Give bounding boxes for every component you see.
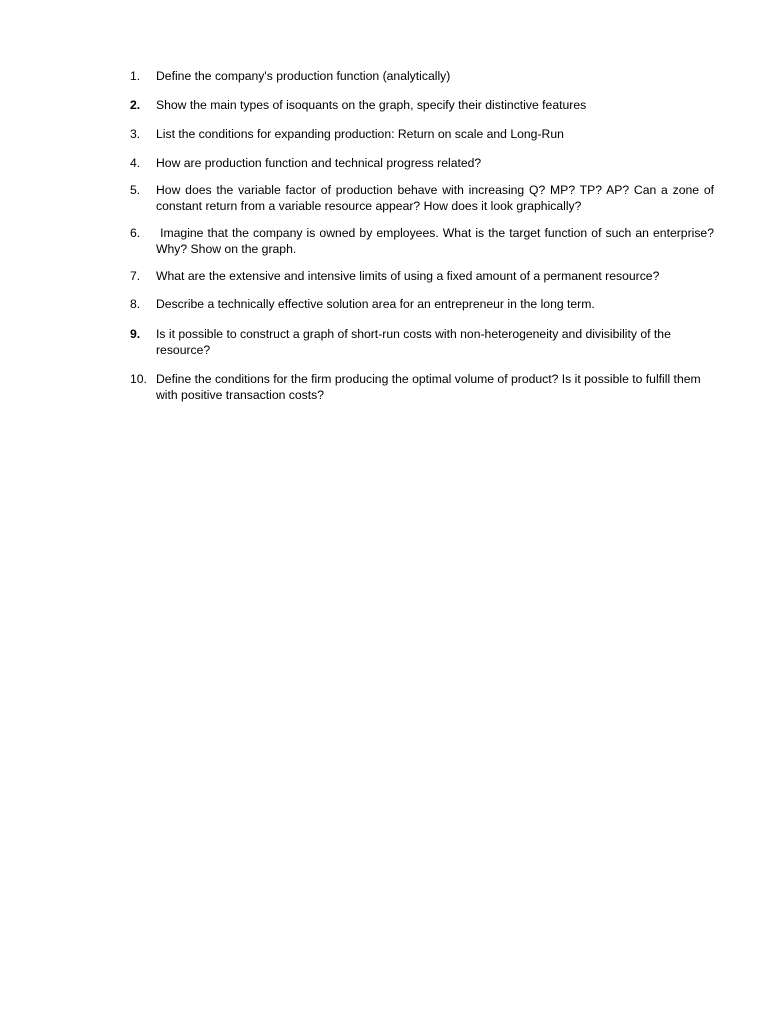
question-number: 6. [130, 226, 141, 240]
question-text: Imagine that the company is owned by employees. What is the target function of such an enterprise? Why? Show on the graph. [156, 226, 718, 256]
question-number: 3. [130, 127, 141, 141]
question-list [130, 68, 718, 403]
question-item-5 [130, 182, 714, 214]
question-item-4 [130, 155, 714, 171]
question-item-10 [130, 371, 714, 403]
question-text: Is it possible to construct a graph of short-run costs with non-heterogeneity and divisibility of the resource? [156, 327, 671, 357]
question-item-8 [130, 296, 714, 312]
question-number: 5. [130, 183, 141, 197]
question-item-7 [130, 268, 714, 284]
question-item-3 [130, 126, 714, 142]
question-number: 4. [130, 156, 141, 170]
question-item-9 [130, 326, 714, 358]
question-number: 9. [130, 327, 141, 341]
question-item-1 [130, 68, 714, 84]
question-text: Show the main types of isoquants on the graph, specify their distinctive features [156, 98, 587, 112]
question-number: 8. [130, 297, 141, 311]
question-item-2 [130, 97, 714, 113]
question-number: 2. [130, 98, 141, 112]
question-text: What are the extensive and intensive limits of using a fixed amount of a permanent resource? [156, 269, 660, 283]
question-number: 1. [130, 69, 141, 83]
question-number: 10. [130, 372, 147, 386]
question-text: How does the variable factor of production behave with increasing Q? MP? TP? AP? Can a zone of constant return from a variable resource appear? How does it look graphically? [156, 183, 714, 213]
question-text: Describe a technically effective solution area for an entrepreneur in the long term. [156, 297, 595, 311]
question-item-6 [130, 225, 718, 257]
question-text: How are production function and technical progress related? [156, 156, 482, 170]
question-number: 7. [130, 269, 141, 283]
question-text: List the conditions for expanding production: Return on scale and Long-Run [156, 127, 564, 141]
question-text: Define the conditions for the firm producing the optimal volume of product? Is it possible to fulfill them with positive transaction costs? [156, 372, 701, 402]
question-text: Define the company's production function (analytically) [156, 69, 451, 83]
